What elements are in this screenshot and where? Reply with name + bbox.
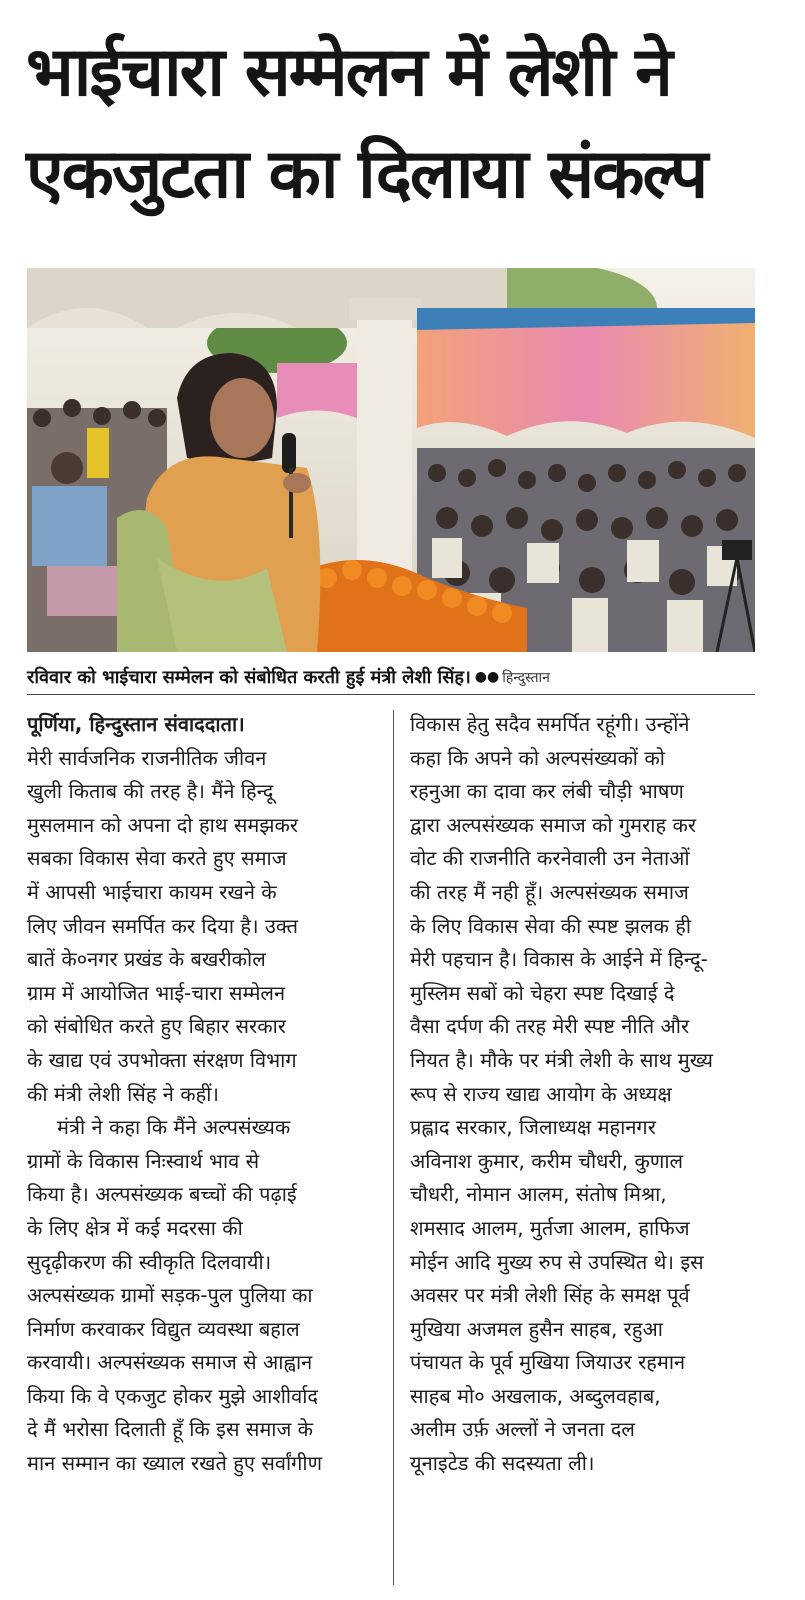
article-line: सुदृढ़ीकरण की स्वीकृति दिलवायी।	[27, 1249, 272, 1274]
article-line: वैसा दर्पण की तरह मेरी स्पष्ट नीति और	[410, 1014, 690, 1039]
article-line: किया है। अल्पसंख्यक बच्चों की पढ़ाई	[27, 1182, 297, 1207]
article-line: रूप से राज्य खाद्य आयोग के अध्यक्ष	[410, 1081, 672, 1106]
article-line: ग्राम में आयोजित भाई-चारा सम्मेलन	[27, 980, 286, 1005]
article-line: नियत है। मौके पर मंत्री लेशी के साथ मुख्य	[410, 1047, 713, 1072]
article-column-left	[27, 708, 377, 1481]
article-line: अलीम उर्फ़ अल्लों ने जनता दल	[410, 1417, 635, 1442]
article-line: विकास हेतु सदैव समर्पित रहूंगी। उन्होंने	[410, 712, 690, 736]
article-line: अवसर पर मंत्री लेशी सिंह के समक्ष पूर्व	[410, 1283, 690, 1308]
article-line: मेरी सार्वजनिक राजनीतिक जीवन	[27, 745, 267, 770]
headline-line-1: भाईचारा सम्मेलन में लेशी ने	[26, 33, 671, 112]
article-line: कहा कि अपने को अल्पसंख्यकों को	[410, 745, 665, 770]
column-divider	[393, 710, 394, 1585]
article-line: मुखिया अजमल हुसैन साहब, रहुआ	[410, 1316, 663, 1341]
article-line: मुस्लिम सबों को चेहरा स्पष्ट दिखाई दे	[410, 980, 675, 1005]
news-photo-illustration	[27, 268, 755, 652]
article-line: की तरह मैं नही हूँ। अल्पसंख्यक समाज	[410, 879, 689, 904]
article-line: पंचायत के पूर्व मुखिया जियाउर रहमान	[410, 1350, 686, 1375]
article-line: के लिए क्षेत्र में कई मदरसा की	[27, 1215, 243, 1240]
article-line: खुली किताब की तरह है। मैंने हिन्दू	[27, 779, 274, 804]
article-line: किया कि वे एकजुट होकर मुझे आशीर्वाद	[27, 1383, 319, 1408]
article-line: दे मैं भरोसा दिलाती हूँ कि इस समाज के	[27, 1417, 314, 1442]
article-line: ग्रामों के विकास निःस्वार्थ भाव से	[27, 1148, 260, 1173]
article-line: मंत्री ने कहा कि मैंने अल्पसंख्यक	[57, 1115, 291, 1140]
article-line: लिए जीवन समर्पित कर दिया है। उक्त	[27, 913, 299, 938]
article-line: की मंत्री लेशी सिंह ने कहीं।	[27, 1081, 220, 1106]
article-line: अविनाश कुमार, करीम चौधरी, कुणाल	[410, 1148, 684, 1173]
article-line: अल्पसंख्यक ग्रामों सड़क-पुल पुलिया का	[27, 1283, 313, 1308]
article-line: चौधरी, नोमान आलम, संतोष मिश्रा,	[410, 1182, 667, 1207]
article-dateline: पूर्णिया, हिन्दुस्तान संवाददाता।	[27, 712, 245, 736]
photo-caption-text: रविवार को भाईचारा सम्मेलन को संबोधित करती हुई मंत्री लेशी सिंह।	[27, 667, 471, 688]
article-line: मोईन आदि मुख्य रुप से उपस्थित थे। इस	[410, 1249, 704, 1274]
news-photo	[27, 268, 755, 652]
article-line: के लिए विकास सेवा की स्पष्ट झलक ही	[410, 913, 692, 938]
caption-bullet-icon: ●●	[474, 669, 500, 685]
article-line: प्रह्लाद सरकार, जिलाध्यक्ष महानगर	[410, 1115, 656, 1140]
article-column-right	[410, 708, 760, 1481]
article-line: मान सम्मान का ख्याल रखते हुए सर्वांगीण	[27, 1451, 323, 1476]
article-line: को संबोधित करते हुए बिहार सरकार	[27, 1014, 286, 1039]
article-line: यूनाइटेड की सदस्यता ली।	[410, 1451, 595, 1476]
headline-line-2: एकजुटता का दिलाया संकल्प	[26, 135, 707, 214]
photo-credit: हिन्दुस्तान	[502, 669, 550, 686]
photo-caption	[27, 660, 755, 695]
article-line: सबका विकास सेवा करते हुए समाज	[27, 846, 287, 871]
headline	[26, 22, 786, 226]
article-line: द्वारा अल्पसंख्यक समाज को गुमराह कर	[410, 812, 697, 837]
article-line: रहनुआ का दावा कर लंबी चौड़ी भाषण	[410, 779, 684, 804]
article-line: वोट की राजनीति करनेवाली उन नेताओं	[410, 846, 690, 871]
article-line: साहब मो० अखलाक, अब्दुलवहाब,	[410, 1383, 661, 1408]
article-line: शमसाद आलम, मुर्तजा आलम, हाफिज	[410, 1215, 690, 1240]
article-line: के खाद्य एवं उपभोक्ता संरक्षण विभाग	[27, 1047, 297, 1072]
article-line: करवायी। अल्पसंख्यक समाज से आह्वान	[27, 1350, 313, 1375]
article-line: मेरी पहचान है। विकास के आईने में हिन्दू-	[410, 947, 708, 972]
article-line: मुसलमान को अपना दो हाथ समझकर	[27, 812, 299, 837]
article-line: निर्माण करवाकर विद्युत व्यवस्था बहाल	[27, 1316, 300, 1341]
article-line: बातें के०नगर प्रखंड के बखरीकोल	[27, 947, 266, 972]
article-line: में आपसी भाईचारा कायम रखने के	[27, 879, 277, 904]
